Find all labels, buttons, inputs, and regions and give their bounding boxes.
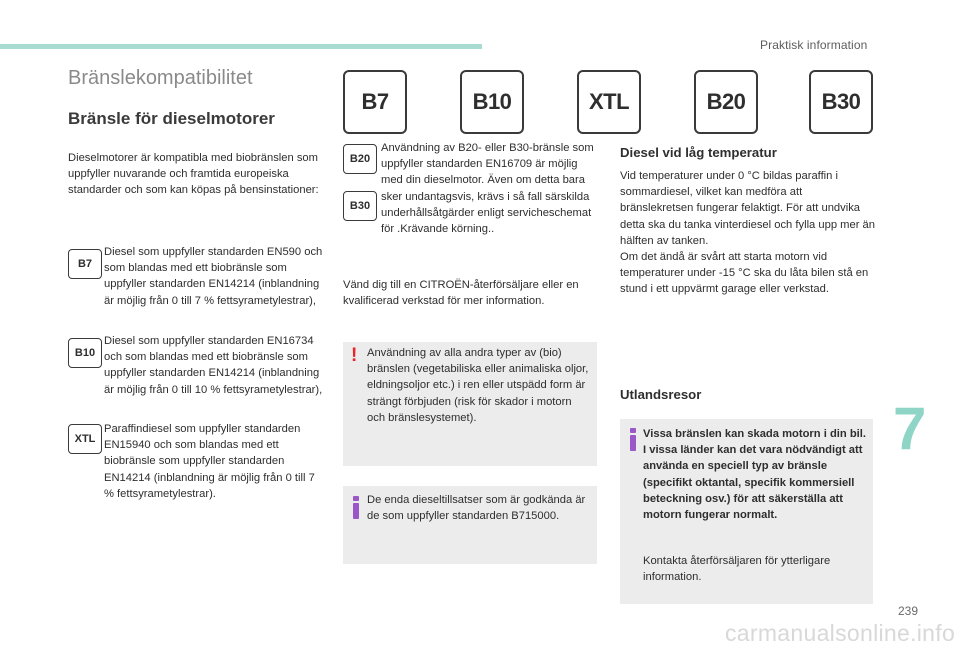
fuel-badge-label: B10 — [472, 89, 512, 114]
fuel-badge-small-b20 — [343, 144, 377, 174]
additives-text: De enda dieseltillsatser som är godkända är de som uppfyller standarden B715000. — [367, 494, 586, 523]
fuel-badge-b7 — [343, 70, 407, 134]
section-subtitle: Bränsle för dieselmotorer — [68, 109, 275, 128]
fuel-description-xtl: Paraffindiesel som uppfyller standarden EN15940 och som blandas med ett biobränsle som uppfyller standarden EN14214 (inblandning är möjlig från 0 till 7 % fettsyrametylestrar). — [104, 423, 315, 500]
intro-text: Dieselmotorer är kompatibla med biobränslen som uppfyller nuvarande och framtida europeiska standarder och som kan köpas på bensinstationer: — [68, 152, 319, 197]
fuel-badge-small-b7 — [68, 249, 102, 279]
badge-label: B7 — [77, 258, 93, 270]
warning-icon: ! — [351, 345, 358, 366]
chapter-number: 7 — [893, 395, 927, 462]
section-name: Praktisk information — [760, 38, 868, 52]
fuel-badge-label: B7 — [361, 89, 389, 114]
warning-text: Användning av alla andra typer av (bio) bränslen (vegetabiliska eller animaliska oljor, eldningsoljor etc.) i ren eller utspädd form är strängt förbjuden (risk för skador i motorn och bränslesystemet). — [367, 347, 589, 424]
fuel-description-b7: Diesel som uppfyller standarden EN590 och som blandas med ett biobränsle som uppfyller standarden EN14214 (inblandning är möjlig från 0 till 7 % fettsyrametylestrar), — [104, 246, 323, 307]
info-icon — [353, 496, 359, 519]
badge-label: B30 — [349, 200, 371, 212]
fuel-badge-small-b30 — [343, 191, 377, 221]
fuel-badge-b20 — [694, 70, 758, 134]
fuel-badge-label: B30 — [821, 89, 861, 114]
info-icon — [630, 428, 636, 451]
badge-label: B20 — [349, 153, 371, 165]
fuel-badge-xtl — [577, 70, 641, 134]
dealer-note: Vänd dig till en CITROËN-återförsäljare eller en kvalificerad verkstad för mer information. — [343, 279, 579, 308]
fuel-badge-label: XTL — [588, 89, 630, 114]
cold-heading: Diesel vid låg temperatur — [620, 145, 777, 160]
badge-label: XTL — [74, 433, 96, 445]
fuel-badge-label: B20 — [706, 89, 746, 114]
page-number: 239 — [898, 604, 919, 618]
fuel-description-b10: Diesel som uppfyller standarden EN16734 och som blandas med ett biobränsle som uppfyller standarden EN14214 (inblandning är möjlig från 0 till 10 % fettsyrametylestrar), — [104, 335, 323, 396]
fuel-badge-b10 — [460, 70, 524, 134]
fuel-badge-row — [343, 70, 875, 134]
badge-label: B10 — [74, 347, 96, 359]
abroad-bold-text: Vissa bränslen kan skada motorn i din bil. I vissa länder kan det vara nödvändigt att använda en speciell typ av bränsle (specifikt oktantal, specifik kommersiell beteckning osv.) för att säkerställa att motorn fungerar normalt. — [643, 428, 866, 522]
fuel-badge-small-xtl — [68, 424, 102, 454]
header-accent-bar — [0, 44, 482, 49]
abroad-contact-text: Kontakta återförsäljaren för ytterligare information. — [643, 555, 831, 584]
page-title: Bränslekompatibilitet — [68, 67, 253, 89]
fuel-badge-small-b10 — [68, 338, 102, 368]
cold-text-2: Om det ändå är svårt att starta motorn vid temperaturer under -15 °C ska du låta bilen stå en stund i ett uppvärmt garage eller verkstad. — [620, 251, 869, 296]
cold-text-1: Vid temperaturer under 0 °C bildas paraffin i sommardiesel, vilket kan medföra att bränslekretsen fungerar felaktigt. För att undvika detta ska du tanka vinterdiesel och fylla upp mer än hälften av tanken. — [620, 170, 875, 247]
fuel-badge-b30 — [809, 70, 873, 134]
abroad-heading: Utlandsresor — [620, 387, 702, 402]
b20-b30-text: Användning av B20- eller B30-bränsle som uppfyller standarden EN16709 är möjlig med din dieselmotor. Även om detta bara sker undantagsvis, krävs i så fall särskilda underhållsåtgärder enligt servicheschemat för .Krävande körning.. — [381, 142, 594, 236]
watermark: carmanualsonline.info — [725, 620, 956, 646]
